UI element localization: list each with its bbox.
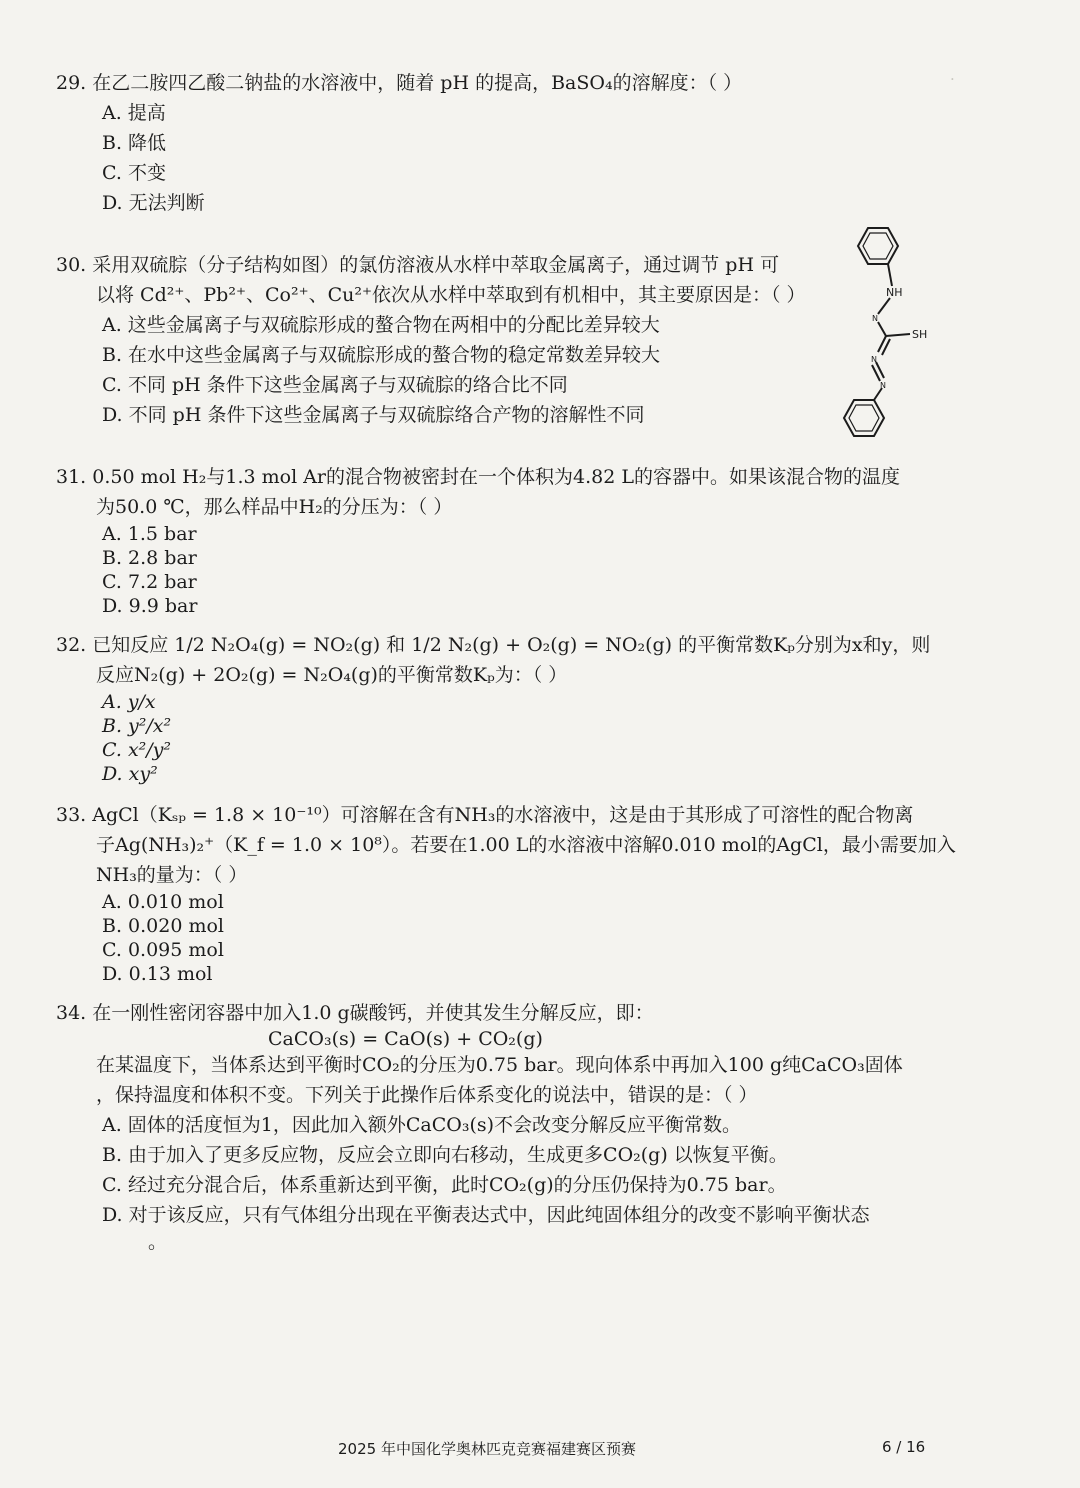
footer-page-number: 6 / 16 [882, 1438, 926, 1456]
sh-label: SH [912, 328, 928, 341]
bottom-benzene-inner [849, 405, 879, 431]
question-34-option-b: B. 由于加入了更多反应物，反应会立即向右移动，生成更多CO₂(g) 以恢复平衡。 [102, 1144, 788, 1166]
question-31-stem-line-2: 为50.0 ℃，那么样品中H₂的分压为：（ ） [96, 496, 453, 518]
question-31-option-c: C. 7.2 bar [102, 571, 197, 593]
question-34-stem-line-1: 34. 在一刚性密闭容器中加入1.0 g碳酸钙，并使其发生分解反应，即： [56, 1002, 654, 1024]
question-34-option-d: D. 对于该反应，只有气体组分出现在平衡表达式中，因此纯固体组分的改变不影响平衡状态 [102, 1204, 870, 1226]
question-34-stem-line-3: 在某温度下，当体系达到平衡时CO₂的分压为0.75 bar。现向体系中再加入100 g纯CaCO₃固体 [96, 1054, 903, 1076]
question-30 [56, 250, 836, 430]
question-32-option-b: B. y²/x² [102, 715, 172, 737]
question-31-option-a: A. 1.5 bar [102, 523, 197, 545]
question-33-stem-line-3: NH₃的量为：（ ） [96, 864, 248, 886]
question-34-option-c: C. 经过充分混合后，体系重新达到平衡，此时CO₂(g)的分压仍保持为0.75 bar。 [102, 1174, 787, 1196]
question-31-option-b: B. 2.8 bar [102, 547, 197, 569]
dithizone-structure-diagram [830, 222, 940, 442]
question-29-stem: 29. 在乙二胺四乙酸二钠盐的水溶液中，随着 pH 的提高，BaSO₄的溶解度：（ ） [56, 72, 743, 94]
question-29-option-c: C. 不变 [102, 162, 166, 184]
question-33-option-d: D. 0.13 mol [102, 963, 213, 985]
question-32 [56, 630, 946, 786]
question-33 [56, 800, 956, 986]
nh-label: NH [886, 286, 903, 299]
question-29-option-a: A. 提高 [102, 102, 166, 124]
svg-text:N: N [872, 314, 878, 323]
question-29 [56, 68, 946, 218]
question-30-stem-line-1: 30. 采用双硫腙（分子结构如图）的氯仿溶液从水样中萃取金属离子，通过调节 pH 可 [56, 254, 780, 276]
question-34-option-a: A. 固体的活度恒为1，因此加入额外CaCO₃(s)不会改变分解反应平衡常数。 [102, 1114, 742, 1136]
question-31-option-d: D. 9.9 bar [102, 595, 198, 617]
bleed-through-mark: · [950, 70, 955, 88]
question-32-option-c: C. x²/y² [102, 739, 172, 761]
question-33-option-c: C. 0.095 mol [102, 939, 224, 961]
question-32-stem-line-2: 反应N₂(g) + 2O₂(g) = N₂O₄(g)的平衡常数Kₚ为：（ ） [96, 664, 568, 686]
question-33-option-a: A. 0.010 mol [102, 891, 224, 913]
question-33-stem-line-2: 子Ag(NH₃)₂⁺（K_f = 1.0 × 10⁸）。若要在1.00 L的水溶液中溶解0.010 mol的AgCl，最小需要加入 [96, 834, 956, 856]
question-34-stem-line-4: ，保持温度和体积不变。下列关于此操作后体系变化的说法中，错误的是：（ ） [96, 1084, 758, 1106]
question-31-stem-line-1: 31. 0.50 mol H₂与1.3 mol Ar的混合物被密封在一个体积为4.82 L的容器中。如果该混合物的温度 [56, 466, 900, 488]
question-30-stem-line-2: 以将 Cd²⁺、Pb²⁺、Co²⁺、Cu²⁺依次从水样中萃取到有机相中，其主要原因是：（ ） [96, 284, 806, 306]
question-29-option-b: B. 降低 [102, 132, 167, 154]
footer-exam-title: 2025 年中国化学奥林匹克竞赛福建赛区预赛 [338, 1440, 636, 1458]
question-30-option-c: C. 不同 pH 条件下这些金属离子与双硫腙的络合比不同 [102, 374, 568, 396]
question-31 [56, 462, 946, 618]
question-34-option-d-continued: 。 [148, 1231, 168, 1253]
question-34-equation: CaCO₃(s) = CaO(s) + CO₂(g) [268, 1028, 543, 1050]
question-29-option-d: D. 无法判断 [102, 192, 205, 214]
question-30-option-d: D. 不同 pH 条件下这些金属离子与双硫腙络合产物的溶解性不同 [102, 404, 645, 426]
svg-text:N: N [880, 381, 886, 390]
question-34 [56, 998, 946, 1254]
question-32-stem-line-1: 32. 已知反应 1/2 N₂O₄(g) = NO₂(g) 和 1/2 N₂(g) + O₂(g) = NO₂(g) 的平衡常数Kₚ分别为x和y，则 [56, 634, 931, 656]
top-benzene-inner [863, 233, 893, 259]
svg-text:N: N [871, 355, 877, 364]
question-32-option-a: A. y/x [102, 691, 156, 713]
question-30-option-b: B. 在水中这些金属离子与双硫腙形成的螯合物的稳定常数差异较大 [102, 344, 661, 366]
question-33-option-b: B. 0.020 mol [102, 915, 225, 937]
question-33-stem-line-1: 33. AgCl（Kₛₚ = 1.8 × 10⁻¹⁰）可溶解在含有NH₃的水溶液中，这是由于其形成了可溶性的配合物离 [56, 804, 914, 826]
question-32-option-d: D. xy² [102, 763, 158, 785]
question-30-option-a: A. 这些金属离子与双硫腙形成的螯合物在两相中的分配比差异较大 [102, 314, 660, 336]
